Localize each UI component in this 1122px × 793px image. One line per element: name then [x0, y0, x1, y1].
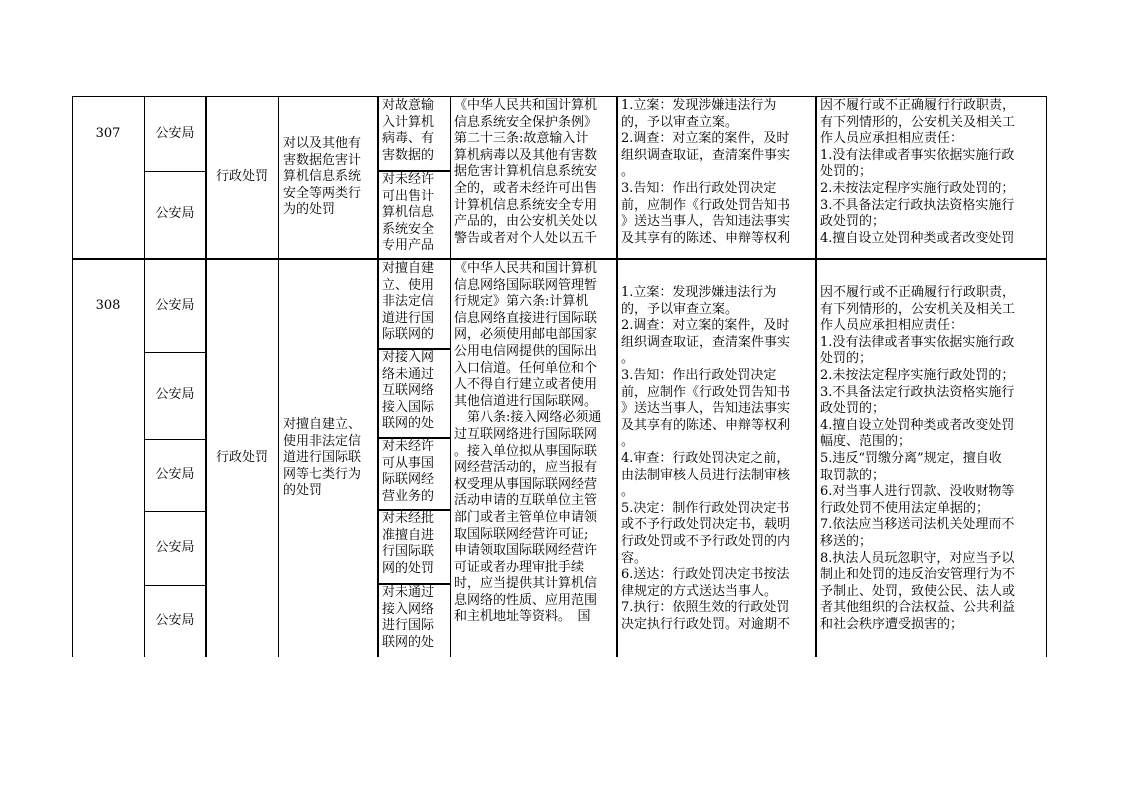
liability-cell: 因不履行或不正确履行行政职责， 有下列情形的，公安机关及相关工 作人员应承担相应责任： 1.没有法律或者事实依据实施行政 处罚的； 2.未按法定程序实施行政处罚的； 3.不具备法定行政执法资格实施行 政处罚的； 4.擅自设立处罚种类或者改变处罚 幅度、范围的； 5.违反“罚缴分离”规定，擅自收 取罚款的； 6.对当事人进行罚款、没收财物等 行政处罚不使用法定单据的； 7.依法应当移送司法机关处理而不 移送的； 8.执法人员玩忽职守，对应当予以 制止和处罚的违反治安管理行为不 予制止、处罚，致使公民、法人或 者其他组织的合法权益、公共利益 和社会秩序遭受损害的； — [820, 285, 1016, 632]
department-cell: 公安局 — [155, 466, 195, 482]
enforcement-type-cell: 行政处罚 — [215, 450, 268, 466]
table-border-top — [72, 96, 1046, 97]
cell-divider — [377, 348, 451, 350]
column-divider — [815, 96, 817, 657]
cell-divider — [144, 585, 205, 586]
column-divider — [278, 96, 279, 657]
row-number: 308 — [95, 297, 121, 313]
column-divider — [616, 96, 618, 657]
column-divider — [450, 96, 451, 657]
cell-divider — [144, 352, 205, 353]
legal-basis-cell: 《中华人民共和国计算机 信息系统安全保护条例》 第二十三条:故意输入计 算机病毒以及其他有害数 据危害计算机信息系统安 全的，或者未经许可出售 计算机信息系统安全专用 产品的，由公安机关处以 警告或者对个人处以五千 — [454, 98, 598, 246]
department-cell: 公安局 — [155, 206, 195, 222]
department-cell: 公安局 — [155, 612, 195, 628]
cell-divider — [144, 439, 205, 440]
process-cell: 1.立案：发现涉嫌违法行为 的，予以审查立案。 2.调查：对立案的案件，及时 组织调查取证，查清案件事实 。 3.告知：作出行政处罚决定 前，应制作《行政处罚告知书 》送达当事人，告知违法事实 及其享有的陈述、申辩等权利 。 4.审查：行政处罚决定之前， 由法制审核人员进行法制审核 。 5.决定：制作行政处罚决定书 或不予行政处罚决定书，载明 行政处罚或不予行政处罚的内 容。 6.送达：行政处罚决定书按法 律规定的方式送达当事人。 7.执行：依照生效的行政处罚 决定执行行政处罚。对逾期不 — [621, 285, 791, 632]
sub-item-cell: 对故意输 入计算机 病毒、有 害数据的 — [382, 98, 435, 163]
sub-item-cell: 对接入网 络未通过 互联网络 接入国际 联网的处 — [382, 350, 435, 432]
row-number: 307 — [95, 125, 121, 141]
row-divider — [72, 258, 1046, 260]
cell-divider — [377, 509, 451, 511]
process-cell: 1.立案：发现涉嫌违法行为 的，予以审查立案。 2.调查：对立案的案件，及时 组织调查取证，查清案件事实 。 3.告知：作出行政处罚决定 前，应制作《行政处罚告知书 》送达当事人，告知违法事实 及其享有的陈述、申辩等权利 — [621, 98, 791, 246]
legal-basis-cell: 《中华人民共和国计算机 信息网络国际联网管理暂 行规定》第六条:计算机 信息网络直接进行国际联 网，必须使用邮电部国家 公用电信网提供的国际出 入口信道。任何单位和个 人不得自行建立或者使用 其他信道进行国际联网。 第八条:接入网络必须通 过互联网络进行国际联网 。接入单位拟从事国际联 网经营活动的，应当报有 权受理从事国际联网经营 活动申请的互联单位主管 部门或者主管单位申请领 取国际联网经营许可证; 申请领取国际联网经营许 可证或者办理审批手续 时，应当提供其计算机信 息网络的性质、应用范围 和主机地址等资料。 国 — [454, 261, 602, 625]
cell-divider — [377, 437, 451, 439]
enforcement-type-cell: 行政处罚 — [215, 169, 268, 185]
department-cell: 公安局 — [155, 539, 195, 555]
sub-item-cell: 对未经批 准擅自进 行国际联 网的处罚 — [382, 511, 435, 576]
cell-divider — [144, 171, 205, 172]
department-cell: 公安局 — [155, 125, 195, 141]
item-name-cell: 对擅自建立、 使用非法定信 道进行国际联 网等七类行为 的处罚 — [283, 417, 362, 499]
cell-divider — [144, 511, 205, 512]
sub-item-cell: 对未通过 接入网络 进行国际 联网的处 — [382, 585, 435, 650]
sub-item-cell: 对未经许 可从事国 际联网经 营业务的 — [382, 439, 435, 504]
department-cell: 公安局 — [155, 297, 195, 313]
department-cell: 公安局 — [155, 387, 195, 403]
sub-item-cell: 对擅自建 立、使用 非法定信 道进行国 际联网的 — [382, 261, 435, 343]
table-border-right — [1046, 260, 1047, 657]
sub-item-cell: 对未经许 可出售计 算机信息 系统安全 专用产品 — [382, 172, 435, 254]
column-divider — [144, 96, 145, 657]
column-divider — [377, 96, 379, 657]
cell-divider — [377, 170, 451, 172]
column-divider — [205, 96, 207, 657]
item-name-cell: 对以及其他有 害数据危害计 算机信息系统 安全等两类行 为的处罚 — [283, 136, 362, 218]
liability-cell: 因不履行或不正确履行行政职责， 有下列情形的，公安机关及相关工 作人员应承担相应责任： 1.没有法律或者事实依据实施行政 处罚的； 2.未按法定程序实施行政处罚的； 3.不具备法定行政执法资格实施行 政处罚的； 4.擅自设立处罚种类或者改变处罚 — [820, 98, 1016, 246]
table-border-right — [1046, 96, 1047, 261]
cell-divider — [377, 583, 451, 585]
table-border-left — [72, 96, 73, 657]
